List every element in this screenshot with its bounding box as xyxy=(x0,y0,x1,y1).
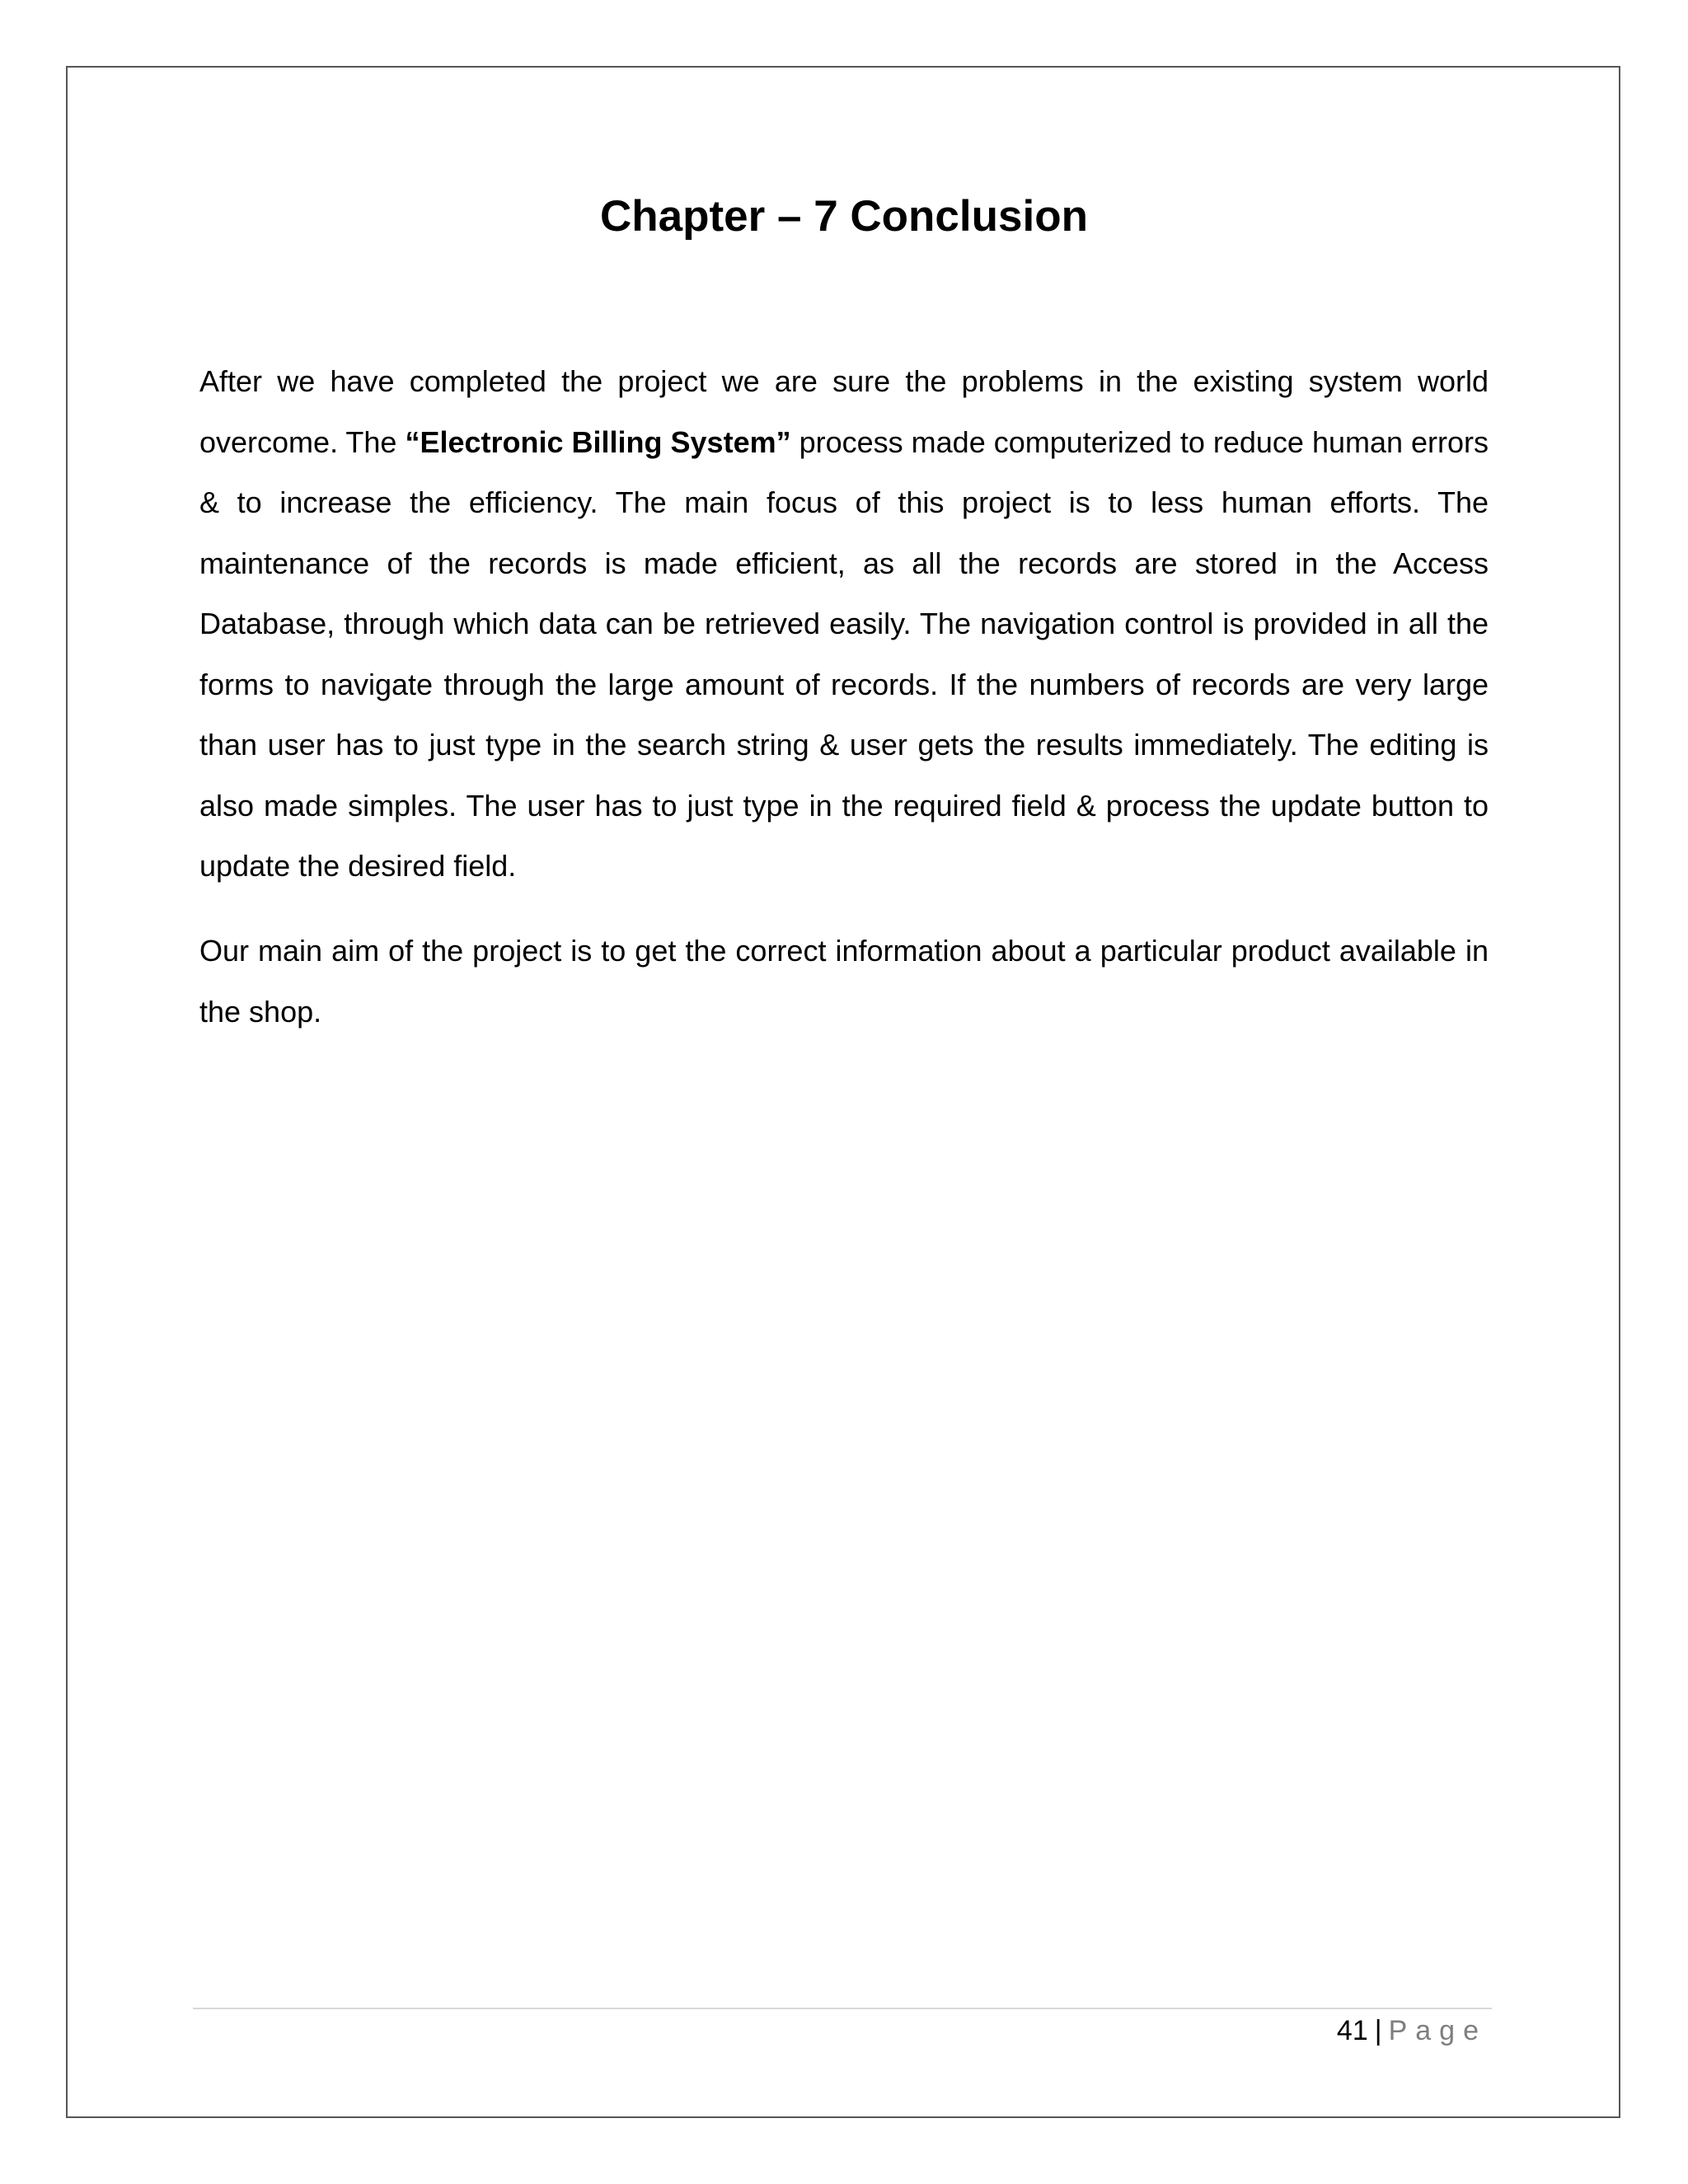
paragraph-1-text-end: process made computerized to reduce human errors & to increase the efficiency. The main focus of this project is to less human efforts. The maintenance of the records is made efficient, as all the records are stored in the Access Database, through which data can be retrieved easily. The navigation control is provided in all the forms to navigate through the large amount of records. If the numbers of records are very large than user has to just type in the search string & user gets the results immediately. The editing is also made simples. The user has to just type in the required field & process the update button to update the desired field. xyxy=(199,424,1489,883)
footer-divider xyxy=(193,2008,1492,2009)
page-number: 41 xyxy=(1336,2015,1368,2046)
system-name-bold: “Electronic Billing System” xyxy=(405,424,791,459)
page-label: Page xyxy=(1388,2015,1487,2046)
footer-separator: | xyxy=(1374,2015,1382,2046)
conclusion-paragraph-2: Our main aim of the project is to get the correct information about a particular product available in the shop. xyxy=(199,934,1489,1029)
conclusion-paragraph-1 xyxy=(199,351,1489,897)
paragraph-1-text-start: After we have completed the project we are sure the problems in the existing system world overcome. The xyxy=(199,364,1489,459)
chapter-title: Chapter – 7 Conclusion xyxy=(600,192,1088,241)
page-footer xyxy=(1337,2009,1487,2052)
